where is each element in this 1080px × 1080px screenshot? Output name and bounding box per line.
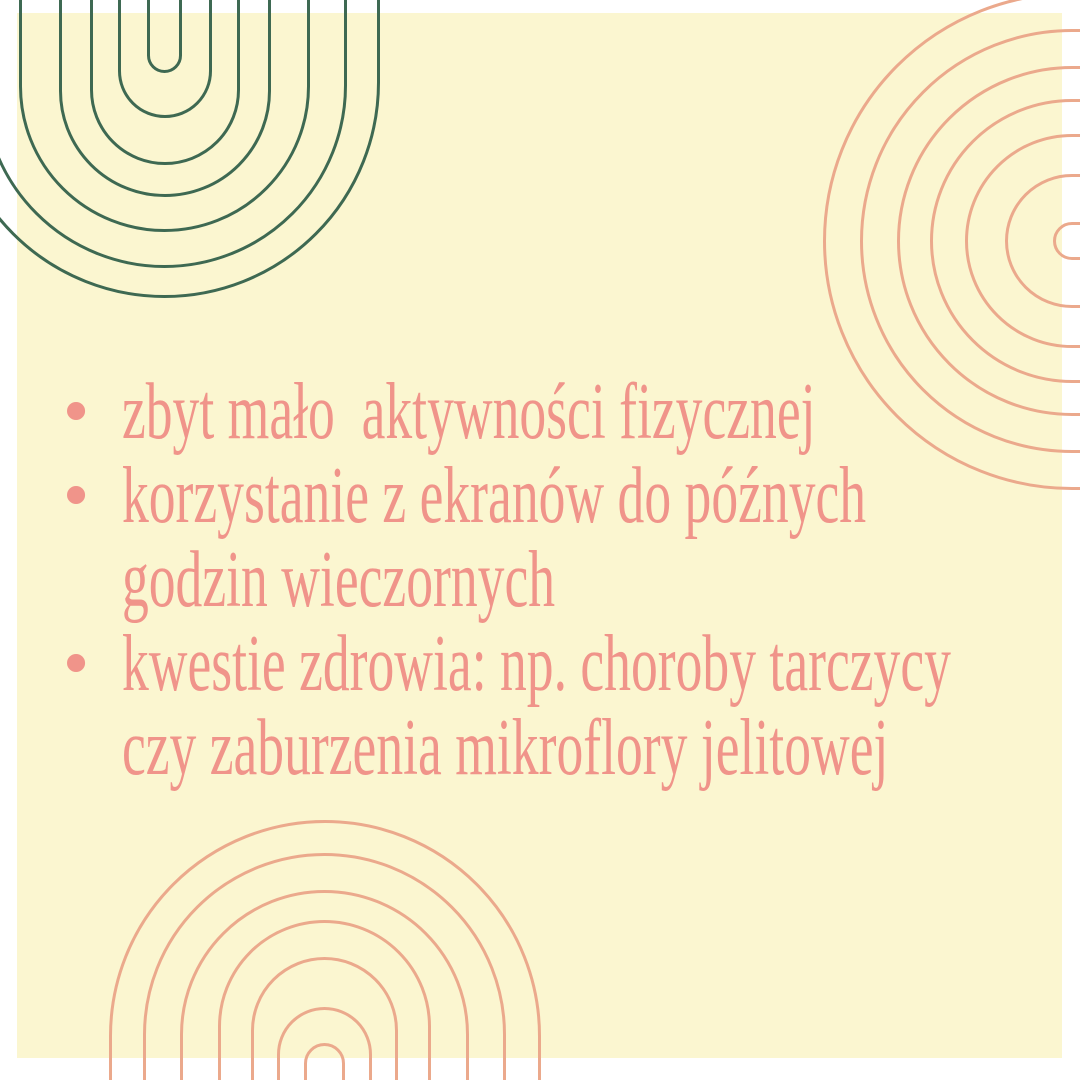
- list-item: [67, 454, 1005, 622]
- list-item-text: godzin wieczornych: [121, 536, 556, 624]
- list-item-text: kwestie zdrowia: np. choroby tarczycy: [121, 620, 951, 708]
- bullet-dot: [67, 402, 85, 420]
- list-item-text: korzystanie z ekranów do późnych: [121, 452, 867, 540]
- bullet-list: [67, 370, 1005, 790]
- list-item: [67, 622, 1005, 790]
- list-item-text: zbyt mało aktywności fizycznej: [121, 368, 816, 456]
- list-item: [67, 370, 1005, 454]
- bullet-dot: [67, 654, 85, 672]
- list-item-text: czy zaburzenia mikroflory jelitowej: [121, 704, 889, 792]
- bullet-dot: [67, 486, 85, 504]
